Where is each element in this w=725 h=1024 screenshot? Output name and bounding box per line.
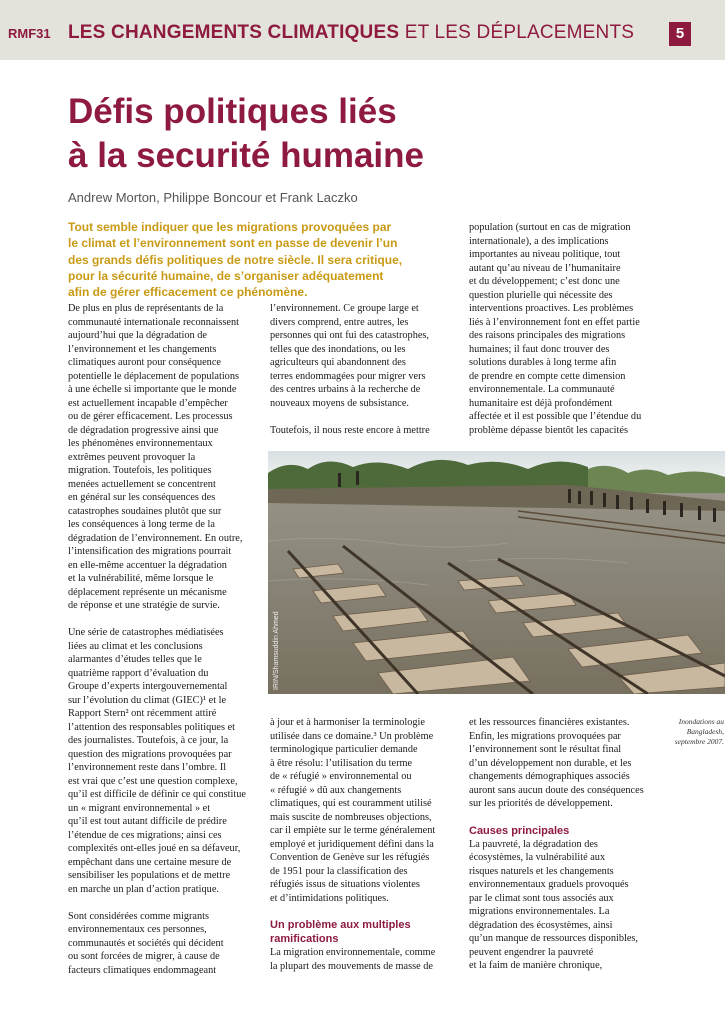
text-line: environnementale. La communauté: [469, 384, 615, 395]
lead-line: le climat et l’environnement sont en passe de devenir l’un: [68, 236, 398, 251]
text-line: ou sont forcées de migrer, à cause de: [68, 951, 220, 962]
paragraph: [270, 302, 460, 410]
title-line: à la securité humaine: [68, 136, 424, 175]
text-line: alarmantes d’études telles que le: [68, 654, 202, 665]
text-line: employé et juridiquement défini dans la: [270, 838, 434, 850]
text-line: environnementaux ces personnes,: [68, 924, 207, 935]
text-line: Groupe d’experts intergouvernemental: [68, 681, 228, 692]
text-line: qu’un manque de ressources disponibles,: [469, 933, 639, 944]
text-line: changements démographiques associés: [469, 771, 630, 782]
text-line: à être résolu: l’utilisation du terme: [270, 757, 413, 769]
subheading-causes: Causes principales: [469, 824, 570, 837]
text-line: est actuellement incapable d’empêcher: [68, 397, 228, 409]
text-line: terres endommagées pour migrer vers: [270, 370, 426, 382]
text-line: l’intensification des migrations pourrait: [68, 546, 232, 557]
text-line: problème dépasse bientôt les capacités: [469, 424, 628, 436]
paragraph: [469, 221, 659, 437]
section-title-bold: LES CHANGEMENTS CLIMATIQUES: [68, 22, 400, 43]
text-line: à une échelle si importante que le monde: [68, 384, 237, 395]
text-line: Sont considérées comme migrants: [68, 910, 209, 922]
text-line: environnementaux graduels provoqués: [469, 879, 629, 890]
page-number: 5: [669, 22, 691, 46]
text-line: et la vulnérabilité, même lorsque le: [68, 573, 214, 584]
text-line: qu’il est tout autant difficile de prédire: [68, 816, 227, 827]
text-line: et les ressources financières existantes.: [469, 717, 630, 728]
text-line: extrêmes peuvent provoquer la: [68, 451, 196, 463]
text-line: facteurs climatiques endommageant: [68, 964, 217, 976]
text-line: ou de gérer efficacement. Les processus: [68, 411, 233, 422]
text-line: liées au climat et les conclusions: [68, 640, 203, 652]
flood-photo-illustration: [268, 451, 725, 694]
text-line: dégradation des écosystèmes, ainsi: [469, 919, 613, 931]
text-line: importantes au niveau politique, tout: [469, 249, 621, 260]
text-line: autant qu’au niveau de l’humanitaire: [469, 262, 621, 274]
text-line: question plurielle qui nécessite des: [469, 289, 613, 301]
paragraph: [469, 716, 659, 811]
text-line: potentielle le déplacement de populations: [68, 370, 239, 382]
series-label: RMF31: [8, 26, 51, 41]
text-line: De plus en plus de représentants de la: [68, 303, 224, 314]
subheading-line: Un problème aux multiples: [270, 919, 411, 931]
text-line: Une série de catastrophes médiatisées: [68, 627, 224, 638]
text-line: population (surtout en cas de migration: [469, 222, 631, 233]
text-line: l’environnement. Ce groupe large et: [270, 303, 419, 314]
photo-credit: [270, 610, 282, 690]
paragraph: [68, 910, 263, 978]
paragraph: [469, 838, 659, 973]
text-line: Toutefois, il nous reste encore à mettre: [270, 424, 430, 436]
text-line: sensibiliser les populations et de mettre: [68, 870, 231, 881]
lead-line: des grands défis politiques de notre siècle. Il sera critique,: [68, 252, 403, 267]
lead-line: Tout semble indiquer que les migrations provoquées par: [68, 220, 392, 234]
paragraph: [68, 626, 263, 896]
text-line: dégradation de l’environnement. En outre,: [68, 532, 243, 544]
text-line: utilisée dans ce domaine.³ Un problème: [270, 730, 434, 742]
text-line: solutions durables à long terme afin: [469, 357, 617, 368]
text-line: nouveaux moyens de subsistance.: [270, 397, 409, 409]
text-line: déplacement représente un mécanisme: [68, 586, 227, 598]
text-line: de réponse et une stratégie de survie.: [68, 600, 220, 611]
text-line: empêchant dans une certaine mesure de: [68, 856, 232, 868]
text-line: peuvent engendrer la pauvreté: [469, 946, 594, 958]
text-line: et d’intimidations politiques.: [270, 892, 389, 904]
text-line: les conséquences à long terme de la: [68, 519, 215, 530]
text-line: l’étendue de ces migrations; ainsi ces: [68, 829, 222, 841]
text-line: réfugiés issus de situations violentes: [270, 879, 420, 890]
text-line: auront sans aucun doute des conséquences: [469, 784, 644, 796]
text-line: à jour et à harmoniser la terminologie: [270, 717, 425, 728]
body-column-2-bottom: [270, 716, 460, 973]
text-line: de 1951 pour la classification des: [270, 865, 408, 877]
text-line: de prendre en compte cette dimension: [469, 370, 626, 382]
text-line: internationale), a des implications: [469, 235, 609, 247]
text-line: l’environnement et les changements: [68, 343, 217, 355]
body-column-1: [68, 302, 263, 977]
text-line: de dégradation progressive ainsi que: [68, 424, 219, 436]
text-line: un « migrant environnemental » et: [68, 802, 211, 814]
caption-line: Inondations au: [678, 717, 724, 726]
text-line: et la faim de manière chronique,: [469, 960, 603, 971]
text-line: écosystèmes, la vulnérabilité aux: [469, 852, 606, 863]
text-line: liés à l’environnement font en effet partie: [469, 316, 640, 328]
text-line: Enfin, les migrations provoquées par: [469, 730, 621, 742]
text-line: sur les priorités de développement.: [469, 798, 613, 809]
text-line: est vrai que c’est une question complexe,: [68, 775, 238, 787]
paragraph: [270, 716, 460, 905]
text-line: migration. Toutefois, les politiques: [68, 465, 212, 476]
article-authors: Andrew Morton, Philippe Boncour et Frank Laczko: [68, 190, 358, 205]
text-line: question des migrations provoquées par: [68, 748, 232, 760]
section-title: [68, 22, 634, 44]
paragraph: [270, 424, 460, 438]
text-line: en elle-même accentuer la dégradation: [68, 559, 227, 571]
text-line: humaines; il faut donc trouver des: [469, 343, 610, 355]
text-line: humanitaire est déjà profondément: [469, 397, 613, 409]
text-line: de « réfugié » environnemental ou: [270, 771, 412, 782]
text-line: aujourd’hui que la dégradation de: [68, 330, 207, 341]
text-line: interventions proactives. Les problèmes: [469, 303, 634, 314]
text-line: affectée et il est possible que l’étendue du: [469, 411, 642, 422]
text-line: car il empiète sur le terme généralement: [270, 825, 436, 836]
text-line: en général sur les conséquences des: [68, 492, 216, 503]
title-line: Défis politiques liés: [68, 92, 397, 131]
body-column-3-bottom: [469, 716, 659, 973]
subheading-line: ramifications: [270, 933, 339, 945]
text-line: agriculteurs qui abandonnent des: [270, 357, 406, 368]
text-line: mais suscite de nombreuses objections,: [270, 811, 432, 823]
text-line: en marche un plan d’action pratique.: [68, 883, 219, 895]
paragraph: [270, 946, 460, 973]
text-line: catastrophes soudaines plutôt que sur: [68, 505, 222, 517]
subheading-ramifications: [270, 918, 460, 946]
caption-line: septembre 2007.: [674, 737, 724, 746]
text-line: La migration environnementale, comme: [270, 947, 436, 958]
text-line: climatiques, qui est couramment utilisé: [270, 798, 432, 809]
text-line: l’environnement sont le résultat final: [469, 744, 622, 755]
lead-line: afin de gérer efficacement ce phénomène.: [68, 285, 308, 300]
text-line: risques naturels et les changements: [469, 865, 614, 877]
paragraph: [68, 302, 263, 613]
text-line: d’un développement non durable, et les: [469, 757, 632, 769]
caption-line: Bangladesh,: [686, 727, 724, 736]
text-line: par le climat sont tous associés aux: [469, 892, 614, 904]
photo-credit-text: IRIN/Shamsuddin Ahmed: [273, 611, 280, 690]
text-line: terminologique particulier demande: [270, 744, 418, 755]
section-title-rest: ET LES DÉPLACEMENTS: [404, 22, 635, 43]
text-line: menées actuellement se concentrent: [68, 478, 216, 490]
photo-caption: [656, 717, 724, 747]
text-line: l’attention des responsables politiques et: [68, 721, 236, 733]
text-line: et du développement; c’est donc une: [469, 276, 620, 287]
text-line: communautés et sociétés qui décident: [68, 937, 224, 949]
text-line: des raisons principales des migrations: [469, 330, 626, 341]
text-line: personnes qui ont fui des catastrophes,: [270, 330, 429, 341]
text-line: l’environnement reste dans l’ombre. Il: [68, 762, 227, 773]
text-line: la plupart des mouvements de masse de: [270, 960, 433, 972]
article-title: [68, 90, 424, 178]
text-line: « réfugié » dû aux changements: [270, 784, 402, 796]
text-line: Convention de Genève sur les réfugiés: [270, 852, 430, 863]
text-line: La pauvreté, la dégradation des: [469, 838, 598, 850]
text-line: des centres urbains à la recherche de: [270, 384, 421, 395]
text-line: sur l’évolution du climat (GIEC)¹ et le: [68, 694, 227, 706]
lead-line: pour la sécurité humaine, de s’organiser adéquatement: [68, 268, 384, 283]
text-line: divers comprend, entre autres, les: [270, 316, 409, 328]
text-line: quatrième rapport d’évaluation du: [68, 667, 209, 679]
text-line: complexités ont-elles joué en sa défaveur,: [68, 843, 241, 854]
body-column-2-top: [270, 302, 460, 437]
flood-photo: [268, 451, 725, 694]
page-header: [0, 0, 725, 60]
text-line: migrations environnementales. La: [469, 906, 610, 917]
text-line: qu’il est difficile de définir ce qui constitue: [68, 789, 246, 800]
text-line: telles que des inondations, ou les: [270, 343, 406, 355]
text-line: communauté internationale reconnaissent: [68, 316, 239, 328]
text-line: Rapport Stern² ont récemment attiré: [68, 708, 217, 719]
lead-paragraph: [68, 219, 413, 300]
body-column-3-top: [469, 221, 659, 437]
text-line: les phénomènes environnementaux: [68, 438, 213, 449]
text-line: climatiques auront pour conséquence: [68, 357, 221, 368]
text-line: des journalistes. Toutefois, à ce jour, la: [68, 735, 229, 746]
